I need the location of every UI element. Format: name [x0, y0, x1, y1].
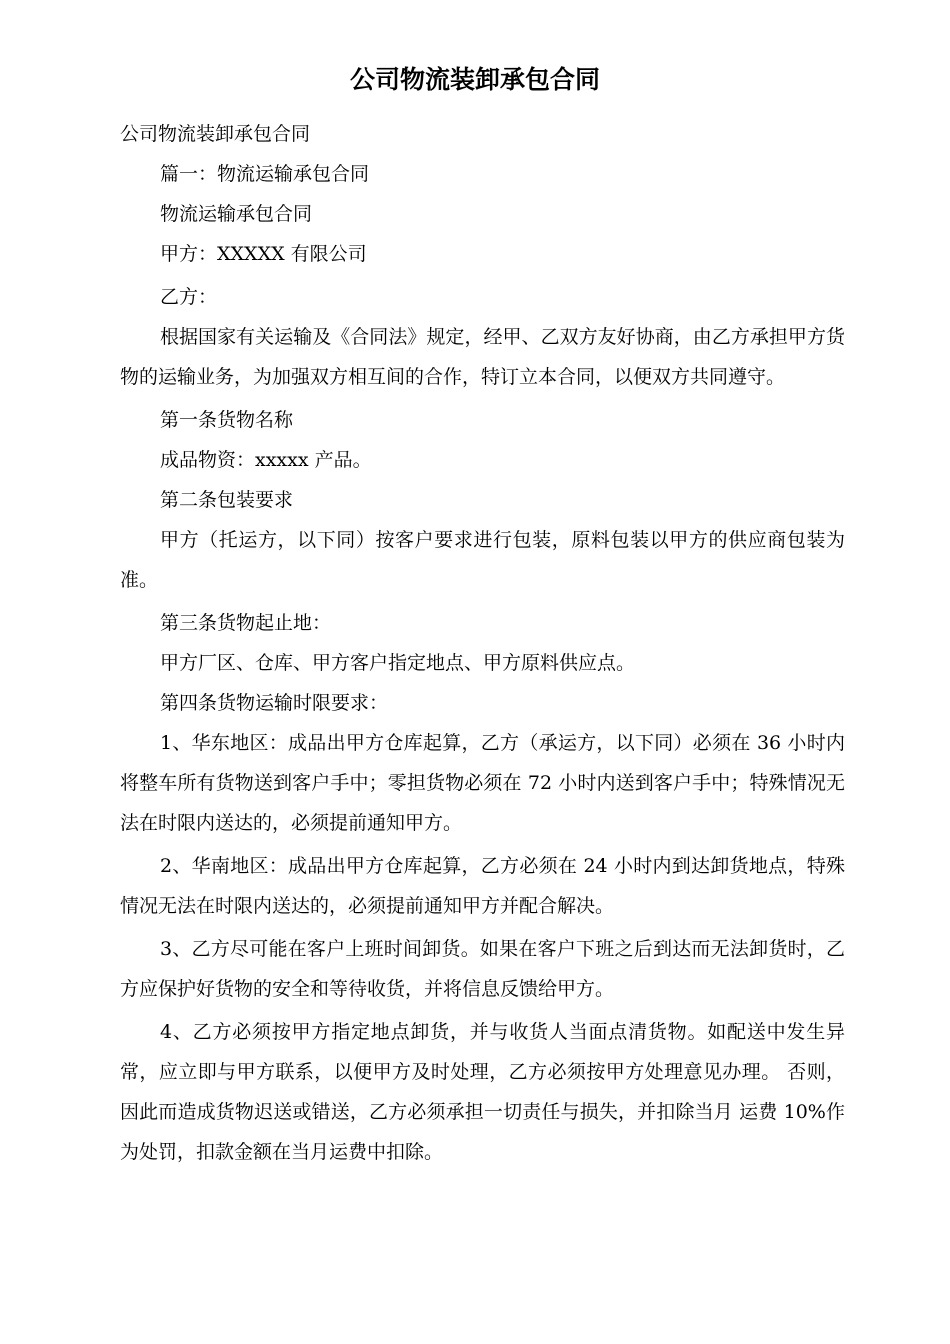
paragraph-article-1-body: 成品物资：xxxxx 产品。: [160, 449, 372, 471]
paragraph-article-3-title: 第三条货物起止地：: [160, 612, 332, 634]
paragraph-article-4-item-1: 1、华东地区：成品出甲方仓库起算，乙方（承运方，以下同）必须在 36 小时内将整车所有货物送到客户手中；零担货物必须在 72 小时内送到客户手中；特殊情况无法在时限内送达的，必须提前通知甲方。: [120, 732, 845, 834]
paragraph-article-4-item-2: 2、华南地区：成品出甲方仓库起算，乙方必须在 24 小时内到达卸货地点，特殊情况无法在时限内送达的，必须提前通知甲方并配合解决。: [120, 855, 845, 917]
paragraph-article-2-title: 第二条包装要求: [160, 489, 294, 511]
paragraph-article-3-body: 甲方厂区、仓库、甲方客户指定地点、甲方原料供应点。: [160, 652, 636, 674]
paragraph-party-b: 乙方：: [160, 286, 218, 308]
document-title: 公司物流装卸承包合同: [349, 65, 600, 94]
paragraph-heading: 公司物流装卸承包合同: [120, 123, 311, 145]
paragraph-article-4-item-3: 3、乙方尽可能在客户上班时间卸货。如果在客户下班之后到达而无法卸货时，乙方应保护好货物的安全和等待收货，并将信息反馈给甲方。: [120, 938, 845, 1000]
paragraph-article-4-item-4: 4、乙方必须按甲方指定地点卸货，并与收货人当面点清货物。如配送中发生异常，应立即与甲方联系，以便甲方及时处理，乙方必须按甲方处理意见办理。 否则，因此而造成货物迟送或错送，乙方必须承担一切责任与损失，并扣除当月 运费 10%作为处罚，扣款金额在当月运费中扣除。: [120, 1021, 845, 1163]
paragraph-party-a: 甲方：XXXXX 有限公司: [160, 243, 367, 265]
paragraph-preamble: 根据国家有关运输及《合同法》规定，经甲、乙双方友好协商，由乙方承担甲方货物的运输业务，为加强双方相互间的合作，特订立本合同，以便双方共同遵守。: [120, 326, 845, 388]
paragraph-contract-name: 物流运输承包合同: [160, 203, 313, 225]
paragraph-article-2-body: 甲方（托运方，以下同）按客户要求进行包装，原料包装以甲方的供应商包装为准。: [120, 529, 845, 591]
paragraph-article-1-title: 第一条货物名称: [160, 409, 294, 431]
paragraph-section-title: 篇一：物流运输承包合同: [160, 163, 370, 185]
document-body: [120, 114, 845, 1172]
paragraph-article-4-title: 第四条货物运输时限要求：: [160, 692, 389, 714]
